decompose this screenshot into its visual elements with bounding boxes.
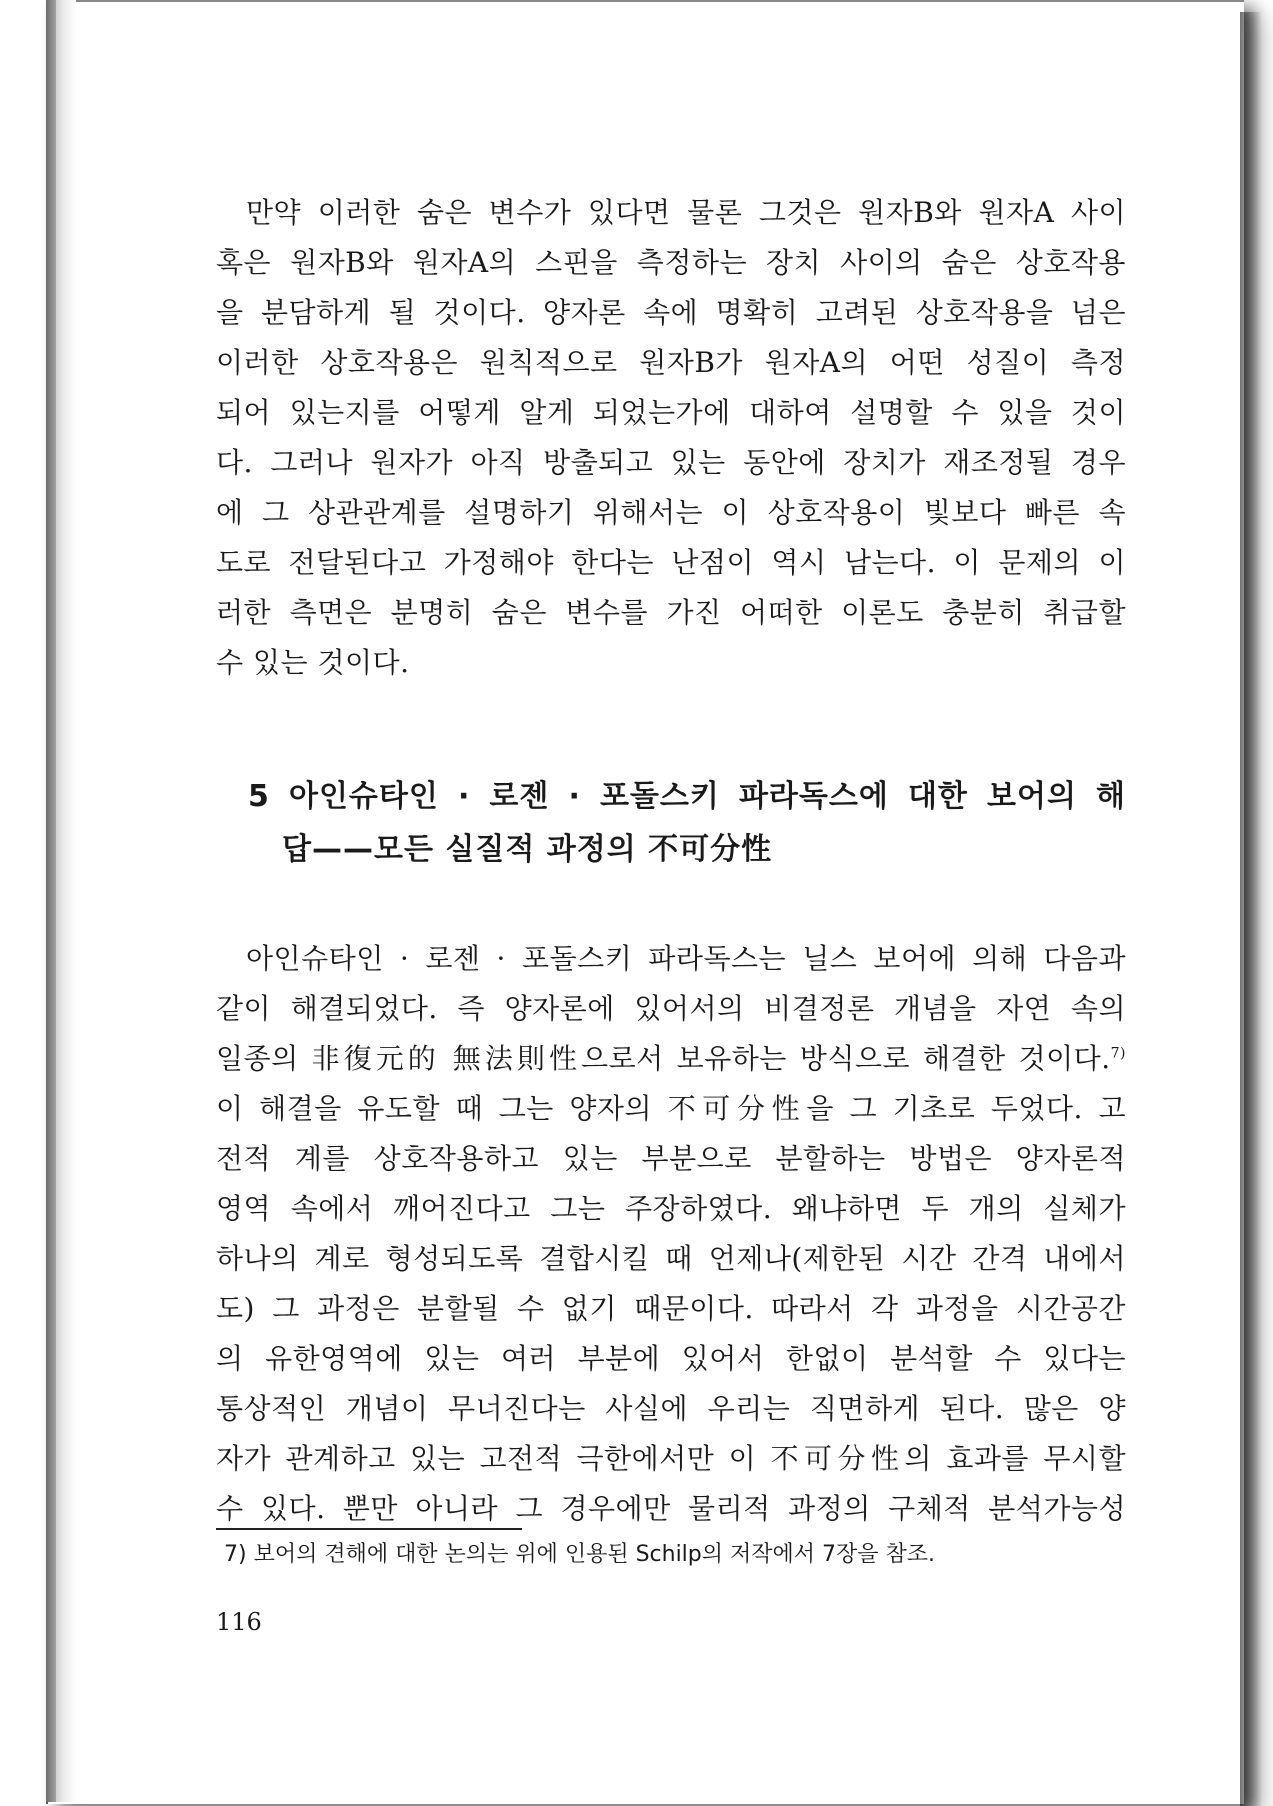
footnote-divider — [216, 1528, 522, 1530]
text-line: 혹은 원자B와 원자A의 스핀을 측정하는 장치 사이의 숨은 상호작용 — [216, 246, 1126, 279]
text-line: 하나의 계로 형성되도록 결합시킬 때 언제나(제한된 시간 간격 내에서 — [216, 1242, 1126, 1275]
text-line: 이러한 상호작용은 원칙적으로 원자B가 원자A의 어떤 성질이 측정 — [216, 346, 1126, 379]
page-body — [216, 188, 1126, 1534]
text-line: 을 분담하게 될 것이다. 양자론 속에 명확히 고려된 상호작용을 넘은 — [216, 296, 1126, 329]
text-line: 다. 그러나 원자가 아직 방출되고 있는 동안에 장치가 재조정될 경우 — [216, 446, 1126, 479]
text-line: 자가 관계하고 있는 고전적 극한에서만 이 不可分性의 효과를 무시할 — [216, 1442, 1126, 1475]
text-line: 만약 이러한 숨은 변수가 있다면 물론 그것은 원자B와 원자A 사이 — [246, 196, 1126, 229]
footnote-text: 7) 보어의 견해에 대한 논의는 위에 인용된 Schilp의 저작에서 7장을 참조. — [224, 1542, 935, 1567]
section-title-line2: 답——모든 실질적 과정의 不可分性 — [282, 832, 773, 867]
text-line: 전적 계를 상호작용하고 있는 부분으로 분할하는 방법은 양자론적 — [216, 1142, 1126, 1175]
text-line: 의 유한영역에 있는 여러 부분에 있어서 한없이 분석할 수 있다는 — [216, 1342, 1126, 1375]
text-line-with-footnote — [216, 1034, 1126, 1084]
footnote-reference[interactable]: 7) — [1110, 1045, 1126, 1062]
page-shadow — [1240, 12, 1262, 1806]
text-line: 수 있는 것이다. — [216, 646, 410, 679]
section-heading-line — [216, 770, 1126, 823]
section-title-line1: 아인슈타인 · 로젠 · 포돌스키 파라독스에 대한 보어의 해 — [288, 779, 1126, 814]
text-line: 도로 전달된다고 가정해야 한다는 난점이 역시 남는다. 이 문제의 이 — [216, 546, 1126, 579]
section-number: 5 — [248, 779, 270, 814]
book-spine-edge — [46, 0, 56, 1802]
section-heading — [216, 770, 1126, 876]
paragraph-bohr-answer — [216, 934, 1126, 1534]
text-line: 이 해결을 유도할 때 그는 양자의 不可分性을 그 기초로 두었다. 고 — [216, 1092, 1126, 1125]
page-number: 116 — [216, 1608, 262, 1636]
text-line: 통상적인 개념이 무너진다는 사실에 우리는 직면하게 된다. 많은 양 — [216, 1392, 1126, 1425]
text-line: 에 그 상관관계를 설명하기 위해서는 이 상호작용이 빛보다 빠른 속 — [216, 496, 1126, 529]
text-line: 러한 측면은 분명히 숨은 변수를 가진 어떠한 이론도 충분히 취급할 — [216, 596, 1126, 629]
text-line: 수 있다. 뿐만 아니라 그 경우에만 물리적 과정의 구체적 분석가능성 — [216, 1492, 1126, 1525]
text-line: 되어 있는지를 어떻게 알게 되었는가에 대하여 설명할 수 있을 것이 — [216, 396, 1126, 429]
text-line: 도) 그 과정은 분할될 수 없기 때문이다. 따라서 각 과정을 시간공간 — [216, 1292, 1126, 1325]
text-line: 영역 속에서 깨어진다고 그는 주장하였다. 왜냐하면 두 개의 실체가 — [216, 1192, 1126, 1225]
text-line: 같이 해결되었다. 즉 양자론에 있어서의 비결정론 개념을 자연 속의 — [216, 992, 1126, 1025]
text-line: 아인슈타인 · 로젠 · 포돌스키 파라독스는 닐스 보어에 의해 다음과 — [246, 942, 1126, 975]
text-line: 일종의 非復元的 無法則性으로서 보유하는 방식으로 해결한 것이다. — [216, 1042, 1111, 1075]
paragraph-hidden-variables — [216, 188, 1126, 688]
